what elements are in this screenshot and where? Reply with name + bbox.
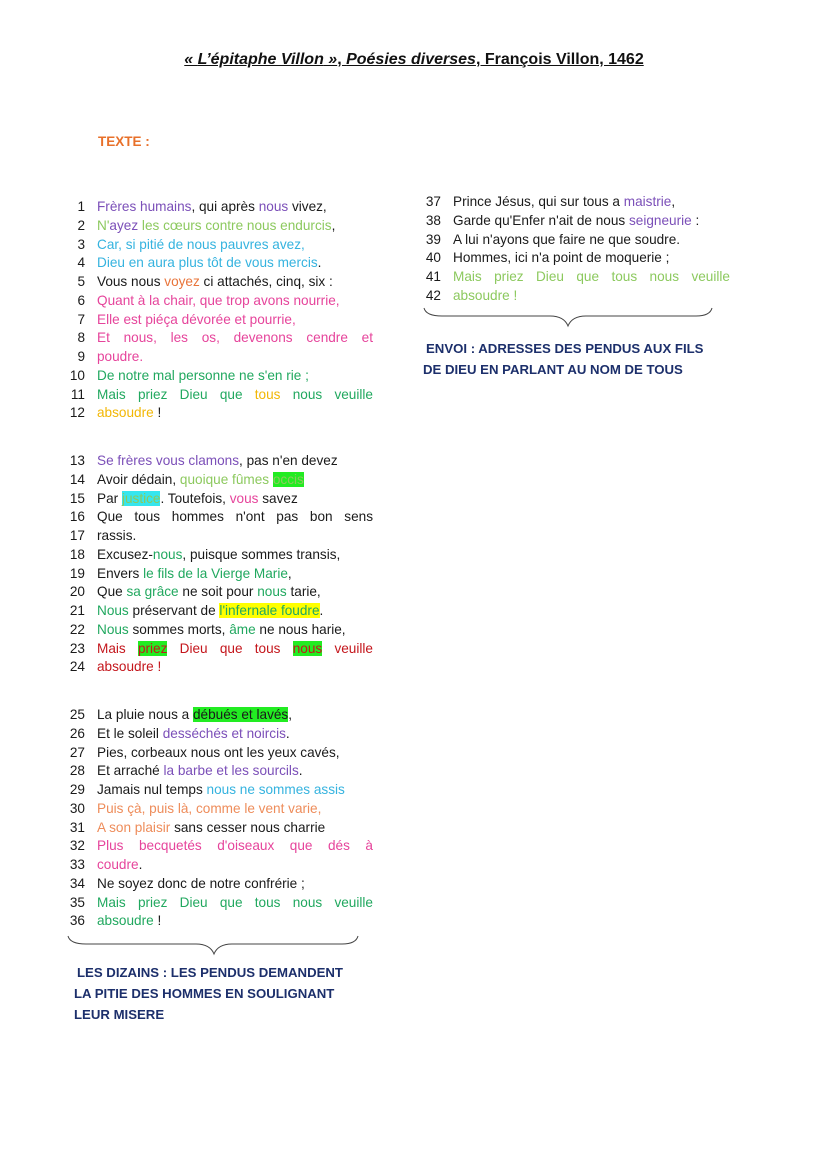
line-number: 29 <box>69 782 85 797</box>
verse-line <box>63 744 373 763</box>
verse-segment: savez <box>258 490 298 506</box>
line-number: 26 <box>69 725 85 741</box>
verse-segment: les cœurs contre nous endurcis <box>138 217 332 233</box>
verse-segment: Mais <box>97 640 138 656</box>
verse-segment: ayez <box>109 217 139 233</box>
verse-text <box>453 287 730 306</box>
title-quote-open: « <box>184 51 198 68</box>
verse-line <box>419 231 730 250</box>
highlighted-segment: débués et lavés <box>193 707 289 722</box>
line-number: 30 <box>69 800 85 816</box>
verse-segment: Mais priez Dieu que tous nous veuille <box>97 894 373 910</box>
line-number: 40 <box>425 250 441 266</box>
verse-line <box>419 287 730 306</box>
line-number: 16 <box>69 509 85 525</box>
verse-text <box>97 367 373 386</box>
verse-segment: Dieu que tous <box>167 640 293 656</box>
verse-text <box>97 565 373 584</box>
verse-line <box>63 912 373 931</box>
brace-dizains <box>66 932 366 960</box>
verse-segment: A son plaisir <box>97 819 171 835</box>
verse-segment: Vous nous <box>97 274 165 289</box>
verse-line <box>63 367 373 386</box>
verse-segment: Puis çà, puis là, comme le vent varie, <box>97 800 322 816</box>
verse-segment: , pas n'en devez <box>239 453 338 468</box>
verse-text <box>97 837 373 856</box>
verse-line <box>63 621 373 640</box>
verse-segment: ne soit pour <box>178 584 258 600</box>
verse-segment: Car, si pitié de nous pauvres avez, <box>97 236 305 252</box>
verse-text <box>97 819 373 838</box>
line-number: 12 <box>69 405 85 421</box>
verse-text <box>97 292 373 311</box>
line-number: 39 <box>425 231 441 247</box>
verse-segment: N' <box>97 217 110 233</box>
caption-line: LES DIZAINS : LES PENDUS DEMANDENT <box>77 965 343 980</box>
verse-segment: , <box>287 565 292 581</box>
verse-segment: . <box>138 857 143 872</box>
brace-envoi <box>422 306 722 334</box>
verse-segment: La pluie nous a <box>97 707 193 722</box>
verse-text <box>97 254 373 273</box>
verse-text <box>97 621 373 640</box>
line-number: 27 <box>69 744 85 760</box>
line-number: 31 <box>69 819 85 835</box>
verse-segment: seigneurie <box>628 212 692 228</box>
highlighted-segment: l'infernale foudre <box>219 603 320 618</box>
verse-segment: . Toutefois, <box>160 490 230 506</box>
verse-text <box>453 212 730 231</box>
verse-segment: , puisque sommes transis, <box>182 546 341 562</box>
verse-line <box>63 546 373 565</box>
verse-segment: ne nous harie, <box>255 621 346 637</box>
verse-segment: nous <box>257 584 287 600</box>
verse-text <box>97 744 373 763</box>
verse-line <box>419 268 730 287</box>
line-number: 38 <box>425 212 441 228</box>
verse-segment: Mais priez Dieu que <box>97 386 255 402</box>
document-title <box>0 51 828 69</box>
verse-segment: Elle est piéça dévorée et pourrie, <box>97 311 296 327</box>
verse-line <box>63 292 373 311</box>
verse-segment: le fils de la Vierge Marie <box>143 565 288 581</box>
verse-segment: Avoir dédain, <box>97 471 180 487</box>
line-number: 1 <box>77 199 85 214</box>
verse-line <box>419 249 730 268</box>
verse-text <box>453 231 730 250</box>
stanza-1 <box>63 198 373 423</box>
verse-text <box>97 894 373 913</box>
verse-segment: : <box>691 212 700 228</box>
verse-line <box>63 658 373 677</box>
caption-dizains <box>74 962 343 1025</box>
verse-text <box>97 273 373 292</box>
verse-segment: . <box>317 255 322 271</box>
verse-text <box>453 249 730 268</box>
verse-segment: Que tous hommes n'ont pas bon sens <box>97 509 373 525</box>
verse-segment: nous ne sommes assis <box>206 782 345 797</box>
verse-segment: tarie, <box>286 584 321 600</box>
verse-segment: poudre. <box>97 349 144 364</box>
verse-text <box>97 912 373 931</box>
verse-segment: A lui n'ayons que faire ne que soudre. <box>453 231 681 247</box>
verse-segment: Hommes, ici n'a point de moquerie ; <box>453 250 670 266</box>
verse-segment: Et nous, les os, devenons cendre et <box>97 330 373 346</box>
verse-segment: absoudre <box>97 405 154 421</box>
verse-text <box>97 583 373 602</box>
verse-segment: , qui après <box>191 199 259 214</box>
caption-line: LEUR MISERE <box>74 1007 165 1022</box>
verse-segment: Quant à la chair, que trop avons nourrie, <box>97 292 340 308</box>
verse-segment: Pies, corbeaux nous ont les yeux cavés, <box>97 744 340 760</box>
verse-text <box>97 546 373 565</box>
verse-segment: , <box>288 707 293 722</box>
verse-line <box>63 254 373 273</box>
verse-line <box>63 273 373 292</box>
verse-segment: veuille <box>322 640 373 656</box>
title-author-date: , François Villon, 1462 <box>475 51 644 68</box>
verse-text <box>97 725 373 744</box>
verse-text <box>97 640 373 659</box>
highlighted-segment: justice <box>121 490 161 506</box>
verse-segment: Garde qu'Enfer n'ait de nous <box>453 212 629 228</box>
verse-line <box>63 583 373 602</box>
verse-line <box>63 875 373 894</box>
verse-line <box>63 198 373 217</box>
verse-segment: voyez <box>164 274 200 289</box>
highlighted-segment: priez <box>137 640 168 656</box>
section-label: TEXTE : <box>98 134 150 149</box>
verse-segment: quoique fûmes <box>179 471 273 487</box>
verse-segment: ! <box>153 913 162 929</box>
caption-envoi <box>423 338 703 380</box>
verse-text <box>97 856 373 875</box>
verse-line <box>63 311 373 330</box>
line-number: 36 <box>69 913 85 929</box>
verse-line <box>63 894 373 913</box>
line-number: 19 <box>69 565 85 581</box>
stanza-3 <box>63 706 373 931</box>
line-number: 15 <box>69 490 85 506</box>
verse-segment: sommes morts, <box>128 621 230 637</box>
verse-segment: Envers <box>97 565 144 581</box>
line-number: 35 <box>69 894 85 910</box>
verse-segment: Frères humains <box>97 199 192 214</box>
verse-segment: De notre mal personne ne s'en rie ; <box>97 367 309 383</box>
verse-segment: vous <box>229 490 259 506</box>
line-number: 42 <box>425 287 441 303</box>
verse-line <box>63 800 373 819</box>
verse-segment: maistrie <box>623 194 672 209</box>
verse-segment: ci attachés, cinq, six : <box>199 274 333 289</box>
verse-segment: Dieu en aura plus tôt de vous mercis <box>97 255 318 271</box>
line-number: 13 <box>69 453 85 468</box>
title-quote-close: » <box>323 51 338 68</box>
verse-segment: Nous <box>97 621 129 637</box>
verse-segment: . <box>285 725 290 741</box>
line-number: 41 <box>425 269 441 284</box>
verse-segment: nous <box>152 546 183 562</box>
verse-line <box>63 217 373 236</box>
verse-segment: Et le soleil <box>97 725 163 741</box>
verse-line <box>63 856 373 875</box>
verse-segment: . <box>319 603 324 618</box>
line-number: 33 <box>69 857 85 872</box>
verse-line <box>419 193 730 212</box>
caption-line: DE DIEU EN PARLANT AU NOM DE TOUS <box>423 362 683 377</box>
verse-segment: nous veuille <box>280 386 373 402</box>
line-number: 7 <box>77 311 85 327</box>
verse-segment: Plus becquetés d'oiseaux que dés à <box>97 838 373 854</box>
verse-text <box>97 875 373 894</box>
verse-segment: absoudre ! <box>97 659 162 675</box>
verse-text <box>97 311 373 330</box>
line-number: 17 <box>69 528 85 543</box>
verse-text <box>97 781 373 800</box>
verse-line <box>63 348 373 367</box>
line-number: 8 <box>77 330 85 346</box>
line-number: 9 <box>77 349 85 364</box>
highlighted-segment: occis <box>272 471 304 487</box>
line-number: 11 <box>70 386 85 402</box>
verse-text <box>97 452 373 471</box>
verse-line <box>63 706 373 725</box>
verse-segment: la barbe et les sourcils <box>163 763 299 779</box>
verse-text <box>97 329 373 348</box>
line-number: 5 <box>77 274 85 289</box>
verse-line <box>63 565 373 584</box>
verse-segment: ! <box>153 405 162 421</box>
verse-line <box>63 762 373 781</box>
verse-segment: Nous <box>97 603 129 618</box>
highlighted-segment: nous <box>292 640 323 656</box>
verse-segment: préservant de <box>128 603 220 618</box>
verse-segment: nous <box>258 199 289 214</box>
verse-segment: Excusez- <box>97 546 153 562</box>
verse-segment: Mais priez Dieu que tous nous veuille <box>453 269 730 284</box>
verse-line <box>63 725 373 744</box>
verse-text <box>97 602 373 621</box>
verse-segment: sans cesser nous charrie <box>170 819 326 835</box>
verse-text <box>97 471 373 490</box>
verse-text <box>97 348 373 367</box>
verse-segment: , <box>671 194 676 209</box>
line-number: 24 <box>69 659 85 675</box>
line-number: 14 <box>69 471 85 487</box>
verse-text <box>97 198 373 217</box>
line-number: 23 <box>69 640 85 656</box>
verse-line <box>63 640 373 659</box>
verse-line <box>63 508 373 527</box>
line-number: 18 <box>69 546 85 562</box>
verse-line <box>63 452 373 471</box>
verse-segment: , <box>331 217 336 233</box>
line-number: 28 <box>69 763 85 779</box>
line-number: 32 <box>69 838 85 854</box>
verse-segment: Par <box>97 490 122 506</box>
verse-line <box>63 471 373 490</box>
verse-line <box>419 212 730 231</box>
verse-line <box>63 404 373 423</box>
verse-line <box>63 527 373 546</box>
line-number: 25 <box>69 707 85 722</box>
verse-text <box>97 706 373 725</box>
verse-text <box>97 236 373 255</box>
verse-text <box>453 268 730 287</box>
verse-segment: coudre <box>97 857 139 872</box>
verse-text <box>97 386 373 405</box>
verse-text <box>97 490 373 509</box>
verse-line <box>63 386 373 405</box>
line-number: 4 <box>77 255 85 271</box>
verse-line <box>63 490 373 509</box>
line-number: 37 <box>425 194 441 209</box>
verse-text <box>97 658 373 677</box>
line-number: 3 <box>77 236 85 252</box>
line-number: 34 <box>69 875 85 891</box>
verse-segment: absoudre ! <box>453 287 518 303</box>
verse-line <box>63 236 373 255</box>
line-number: 2 <box>77 217 85 233</box>
verse-line <box>63 329 373 348</box>
verse-segment: Se frères vous clamons <box>97 453 240 468</box>
stanza-2 <box>63 452 373 677</box>
verse-segment: vivez, <box>288 199 327 214</box>
verse-line <box>63 602 373 621</box>
verse-segment: Prince Jésus, qui sur tous a <box>453 194 624 209</box>
title-collection: Poésies diverses <box>346 51 476 68</box>
verse-line <box>63 837 373 856</box>
verse-segment: desséchés et noircis <box>162 725 286 741</box>
verse-text <box>97 527 373 546</box>
line-number: 21 <box>69 603 85 618</box>
caption-line: ENVOI : ADRESSES DES PENDUS AUX FILS <box>426 341 704 356</box>
verse-text <box>97 800 373 819</box>
verse-line <box>63 781 373 800</box>
verse-segment: . <box>298 763 303 779</box>
line-number: 10 <box>69 367 85 383</box>
verse-text <box>453 193 730 212</box>
verse-segment: âme <box>229 621 256 637</box>
title-work: L’épitaphe Villon <box>197 51 324 68</box>
verse-text <box>97 404 373 423</box>
verse-text <box>97 508 373 527</box>
line-number: 20 <box>69 584 85 600</box>
title-sep: , <box>337 51 347 68</box>
line-number: 22 <box>69 621 85 637</box>
verse-segment: Ne soyez donc de notre confrérie ; <box>97 875 305 891</box>
verse-text <box>97 217 373 236</box>
caption-line: LA PITIE DES HOMMES EN SOULIGNANT <box>74 986 335 1001</box>
verse-segment: Que <box>97 584 127 600</box>
verse-text <box>97 762 373 781</box>
line-number: 6 <box>77 292 85 308</box>
verse-segment: Jamais nul temps <box>97 782 207 797</box>
verse-line <box>63 819 373 838</box>
stanza-envoi <box>419 193 730 306</box>
verse-segment: Et arraché <box>97 763 164 779</box>
verse-segment: rassis. <box>97 528 137 543</box>
verse-segment: absoudre <box>97 913 154 929</box>
verse-segment: sa grâce <box>126 584 179 600</box>
verse-segment: tous <box>254 386 281 402</box>
